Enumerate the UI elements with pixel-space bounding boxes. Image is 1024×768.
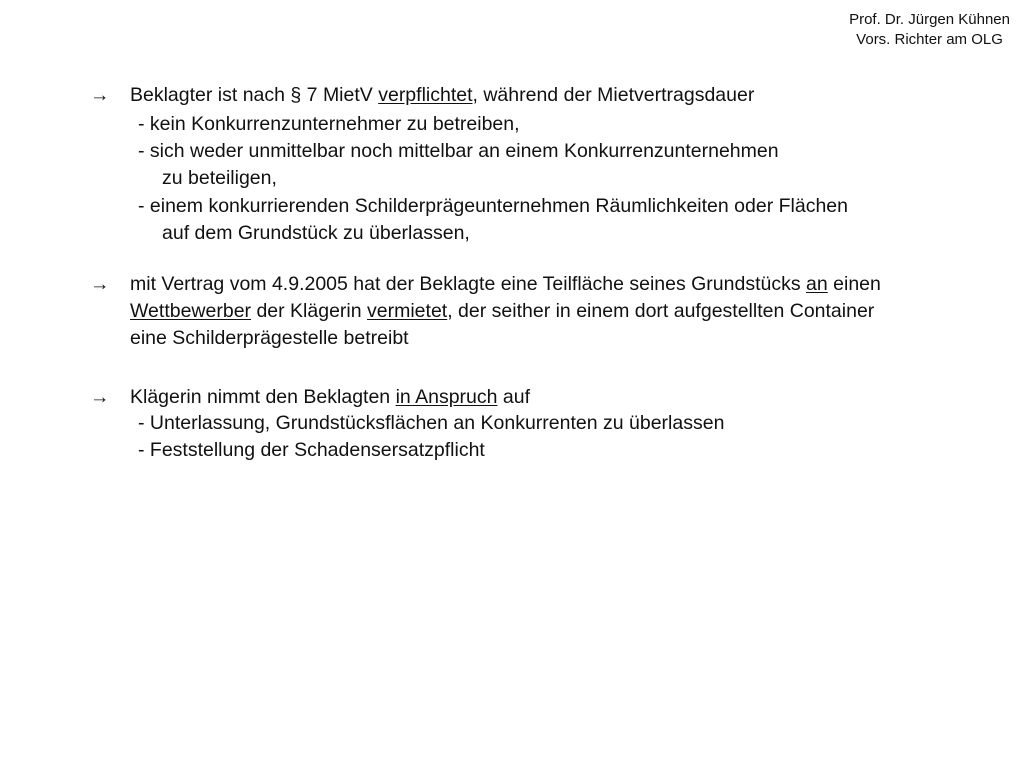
section3-line1-text: Klägerin nimmt den Beklagten xyxy=(130,386,396,408)
section2-underlined-term: Wettbewerber xyxy=(130,300,252,322)
section2-line3: eine Schilderprägestelle betreibt xyxy=(130,327,409,349)
section3-line1 xyxy=(130,384,530,410)
section1-item: - kein Konkurrenzunternehmer zu betreiben, xyxy=(138,113,520,135)
author-block xyxy=(849,10,1010,50)
section2-line1-tail: einen xyxy=(827,273,881,295)
section1-underlined-term: verpflichtet xyxy=(378,84,473,106)
author-title: Vors. Richter am OLG xyxy=(856,31,1003,48)
section2-line1-text: mit Vertrag vom 4.9.2005 hat der Beklagte eine Teilfläche seines Grundstücks xyxy=(130,273,807,295)
section1-line1 xyxy=(130,82,754,108)
section2-line2-text: der Klägerin xyxy=(251,300,368,322)
section2-line2 xyxy=(130,298,874,324)
section2-underlined-term: an xyxy=(806,273,828,295)
section1-line1-tail: , während der Mietvertragsdauer xyxy=(472,84,755,106)
section1-line1-text: Beklagter ist nach § 7 MietV xyxy=(130,84,379,106)
author-name: Prof. Dr. Jürgen Kühnen xyxy=(849,11,1010,28)
section1-item: - einem konkurrierenden Schilderprägeunternehmen Räumlichkeiten oder Flächen xyxy=(138,195,848,217)
arrow-icon: → xyxy=(90,386,110,408)
section1-item: zu beteiligen, xyxy=(162,167,277,189)
section3-underlined-term: in Anspruch xyxy=(395,386,498,408)
arrow-icon: → xyxy=(90,84,110,106)
section1-item: auf dem Grundstück zu überlassen, xyxy=(162,222,470,244)
section1-item: - sich weder unmittelbar noch mittelbar an einem Konkurrenzunternehmen xyxy=(138,140,779,162)
section2-line1 xyxy=(130,271,881,297)
section3-item: - Feststellung der Schadensersatzpflicht xyxy=(138,439,485,461)
section3-line1-tail: auf xyxy=(497,386,531,408)
section2-underlined-term: vermietet xyxy=(367,300,448,322)
section2-line2-tail: , der seither in einem dort aufgestellten Container xyxy=(447,300,875,322)
section3-item: - Unterlassung, Grundstücksflächen an Konkurrenten zu überlassen xyxy=(138,412,725,434)
arrow-icon: → xyxy=(90,273,110,295)
